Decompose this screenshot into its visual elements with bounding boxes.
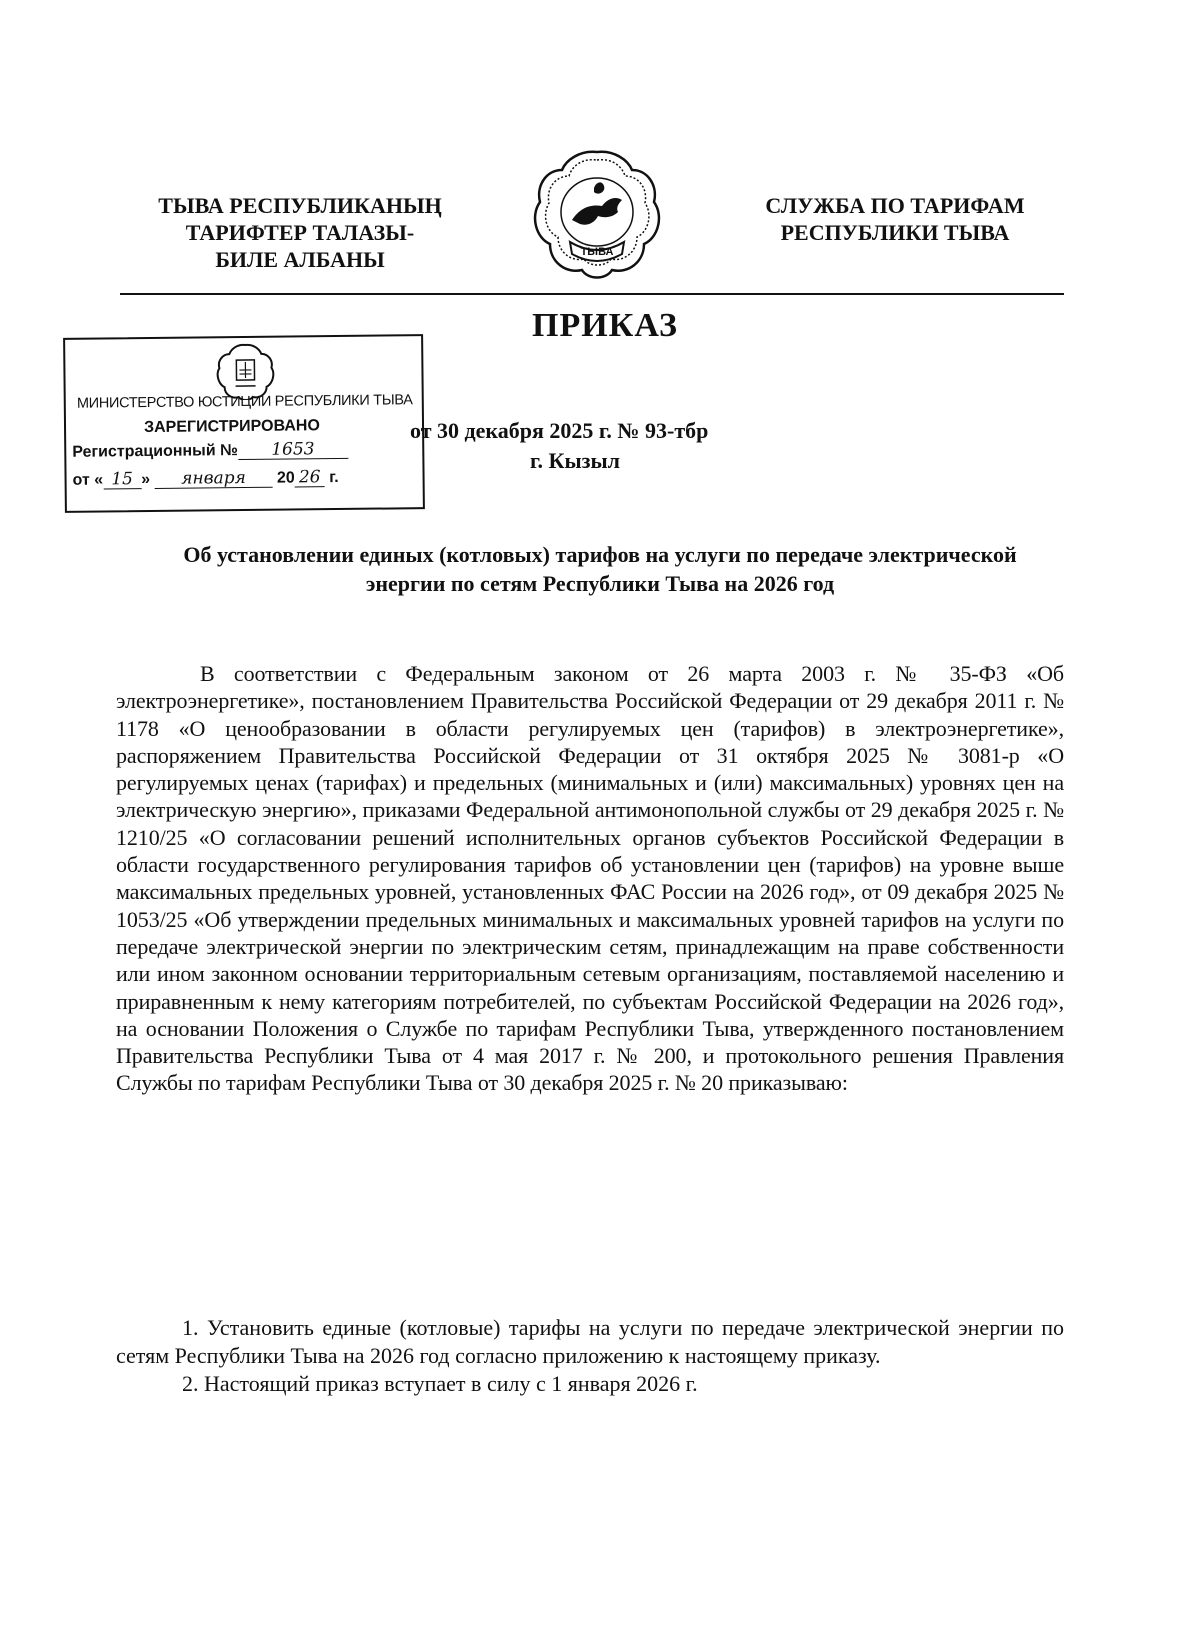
stamp-reg-label: Регистрационный № (72, 442, 239, 461)
order-items (116, 1314, 1064, 1398)
stamp-ministry-name: МИНИСТЕРСТВО ЮСТИЦИИ РЕСПУБЛИКИ ТЫВА (76, 392, 413, 412)
stamp-registration-number-row (72, 440, 348, 462)
header-left-line-2: ТАРИФТЕР ТАЛАЗЫ- (185, 220, 415, 245)
stamp-year-end: г. (329, 469, 339, 487)
order-item: 2. Настоящий приказ вступает в силу с 1 января 2026 г. (182, 1371, 698, 1396)
header-left-line-3: БИЛЕ АЛБАНЫ (215, 247, 385, 272)
stamp-day: 15 (103, 470, 141, 489)
stamp-date-prefix: от « (72, 471, 104, 489)
header-right-line-1: СЛУЖБА ПО ТАРИФАМ (765, 193, 1025, 218)
stamp-month: января (154, 469, 272, 489)
document-type: ПРИКАЗ (532, 307, 678, 344)
registration-stamp (63, 334, 425, 513)
order-city: г. Кызыл (530, 448, 620, 473)
stamp-year-prefix: 20 (276, 469, 295, 487)
header-agency-russian (735, 192, 1055, 246)
stamp-date-mid: » (141, 470, 151, 489)
order-preamble: В соответствии с Федеральным законом от 26 марта 2003 г. № 35-ФЗ «Об электроэнергетике», постановлением Правительства Российской Федерации от 29 декабря 2011 г. № 1178 «О ценообразовании в области регулируемых цен (тарифов) в электроэнергетике», распоряжением Правительства Российской Федерации от 31 октября 2025 № 3081-р «О регулируемых ценах (тарифах) и предельных (минимальных и (или) максимальных) уровнях цен на электрическую энергию», приказами Федеральной антимонопольной службы от 29 декабря 2025 г. № 1210/25 «О согласовании решений исполнительных органов субъектов Российской Федерации в области государственного регулирования тарифов об установлении цен (тарифов) на уровне выше максимальных предельных уровней, установленных ФАС России на 2026 год», от 09 декабря 2025 № 1053/25 «Об утверждении предельных минимальных и максимальных уровней тарифов на услуги по передаче электрической энергии по электрическим сетям, принадлежащим на праве собственности или ином законном основании территориальным сетевым организациям, поставляемой населению и приравненным к нему категориям потребителей, по субъектам Российской Федерации на 2026 год», на основании Положения о Службе по тарифам Республики Тыва, утвержденного постановлением Правительства Республики Тыва от 4 мая 2017 г. № 200, и протокольного решения Правления Службы по тарифам Республики Тыва от 30 декабря 2025 г. № 20 приказываю: (116, 661, 1064, 1096)
emblem-ribbon-text: ТЫВА (580, 246, 614, 258)
header-right-line-2: РЕСПУБЛИКИ ТЫВА (780, 220, 1010, 245)
stamp-registered-label: ЗАРЕГИСТРИРОВАНО (143, 417, 320, 437)
tuva-coat-of-arms-icon (532, 146, 662, 288)
stamp-date-row (72, 468, 338, 490)
header-left-line-1: ТЫВА РЕСПУБЛИКАНЫҢ (158, 193, 442, 218)
header-divider (120, 293, 1064, 295)
order-title: Об установлении единых (котловых) тарифов на услуги по передаче электрической энергии по сетям Республики Тыва на 2026 год (183, 542, 1017, 596)
order-item: 1. Установить единые (котловые) тарифы на услуги по передаче электрической энергии по сетям Республики Тыва на 2026 год согласно приложению к настоящему приказу. (116, 1315, 1064, 1368)
stamp-reg-number: 1653 (238, 440, 348, 460)
stamp-emblem-icon (215, 342, 276, 401)
stamp-year-suffix: 26 (295, 468, 325, 487)
order-date-number: от 30 декабря 2025 г. № 93-тбр (410, 418, 709, 443)
header-agency-tuvan (130, 192, 470, 273)
